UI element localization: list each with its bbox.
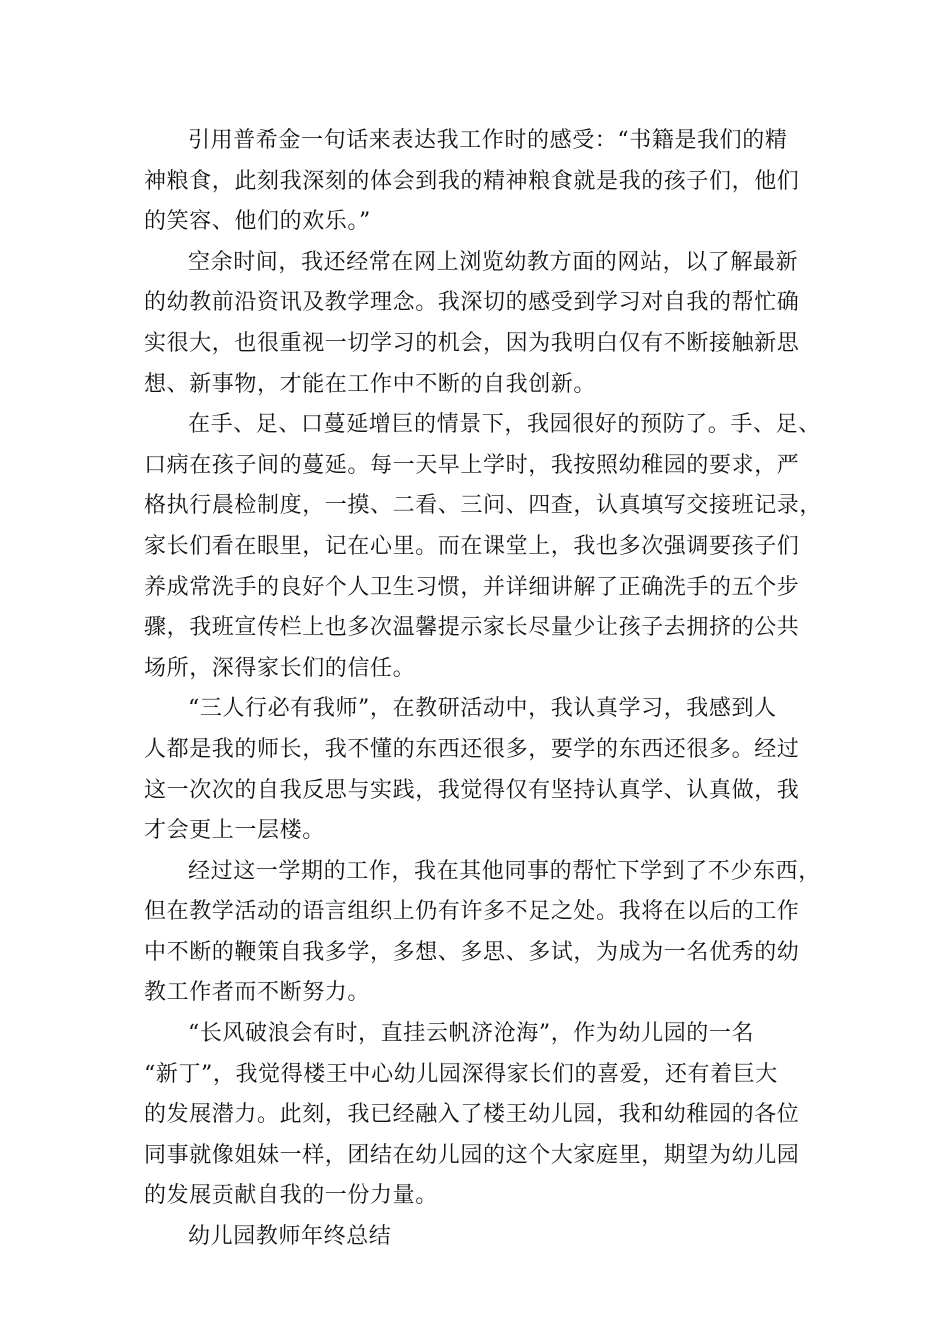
paragraph-semester-reflection xyxy=(144,852,821,1014)
text-line: “新丁”，我觉得楼王中心幼儿园深得家长们的喜爱，还有着巨大 xyxy=(144,1061,778,1087)
text-line: 骤，我班宣传栏上也多次温馨提示家长尽量少让孩子去拥挤的公共 xyxy=(144,615,800,641)
text-line: 的幼教前沿资讯及教学理念。我深切的感受到学习对自我的帮忙确 xyxy=(144,290,800,316)
text-line: “三人行必有我师”，在教研活动中，我认真学习，我感到人 xyxy=(188,696,777,722)
section-heading xyxy=(144,1217,806,1258)
text-line: 实很大，也很重视一切学习的机会，因为我明白仅有不断接触新思 xyxy=(144,330,800,356)
text-line: 但在教学活动的语言组织上仍有许多不足之处。我将在以后的工作 xyxy=(144,899,800,925)
text-line: 中不断的鞭策自我多学，多想、多思、多试，为成为一名优秀的幼 xyxy=(144,939,800,965)
text-line: 教工作者而不断努力。 xyxy=(144,980,371,1006)
text-line: 经过这一学期的工作，我在其他同事的帮忙下学到了不少东西， xyxy=(188,858,821,884)
text-line: 的发展贡献自我的一份力量。 xyxy=(144,1183,438,1209)
text-line: 神粮食，此刻我深刻的体会到我的精神粮食就是我的孩子们，他们 xyxy=(144,168,800,194)
text-line: 的发展潜力。此刻，我已经融入了楼王幼儿园，我和幼稚园的各位 xyxy=(144,1102,800,1128)
text-line: 才会更上一层楼。 xyxy=(144,818,325,844)
text-line: 空余时间，我还经常在网上浏览幼教方面的网站，以了解最新 xyxy=(188,249,799,275)
text-line: 格执行晨检制度，一摸、二看、三问、四查，认真填写交接班记录， xyxy=(144,493,823,519)
text-line: 这一次次的自我反思与实践，我觉得仅有坚持认真学、认真做，我 xyxy=(144,777,800,803)
text-line: 的笑容、他们的欢乐。” xyxy=(144,209,371,235)
paragraph-closing xyxy=(144,1014,806,1217)
text-line: 场所，深得家长们的信任。 xyxy=(144,655,416,681)
text-line: 口病在孩子间的蔓延。每一天早上学时，我按照幼稚园的要求，严 xyxy=(144,452,800,478)
text-line: 家长们看在眼里，记在心里。而在课堂上，我也多次强调要孩子们 xyxy=(144,533,800,559)
text-line: 在手、足、口蔓延增巨的情景下，我园很好的预防了。手、足、 xyxy=(188,412,821,438)
document-body xyxy=(144,121,823,1258)
text-line: 幼儿园教师年终总结 xyxy=(188,1224,392,1250)
text-line: “长风破浪会有时，直挂云帆济沧海”，作为幼儿园的一名 xyxy=(188,1021,755,1047)
text-line: 同事就像姐妹一样，团结在幼儿园的这个大家庭里，期望为幼儿园 xyxy=(144,1142,800,1168)
text-line: 想、新事物，才能在工作中不断的自我创新。 xyxy=(144,371,597,397)
text-line: 养成常洗手的良好个人卫生习惯，并详细讲解了正确洗手的五个步 xyxy=(144,574,800,600)
paragraph-quote-pushkin xyxy=(144,121,806,243)
text-line: 人都是我的师长，我不懂的东西还很多，要学的东西还很多。经过 xyxy=(144,736,800,762)
paragraph-spare-time-study xyxy=(144,243,806,405)
paragraph-teaching-research xyxy=(144,689,806,851)
text-line: 引用普希金一句话来表达我工作时的感受：“书籍是我们的精 xyxy=(188,128,788,153)
paragraph-disease-prevention xyxy=(144,405,823,689)
